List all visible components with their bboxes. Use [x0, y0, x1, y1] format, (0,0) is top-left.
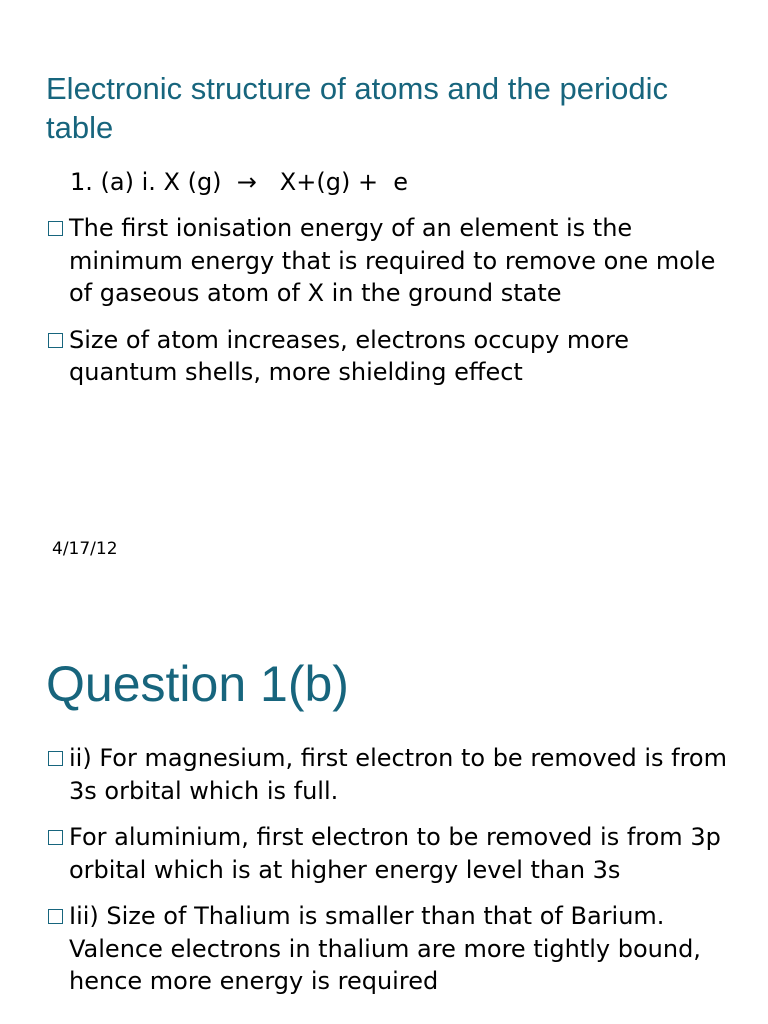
slide-1-bullet-list: [46, 212, 736, 389]
bullet-text: Iii) Size of Thalium is smaller than that of Barium. Valence electrons in thalium are more tightly bound, hence more energy is required: [69, 902, 701, 995]
hollow-square-bullet-icon: [48, 221, 63, 236]
bullet-text: The first ionisation energy of an element is the minimum energy that is required to remove one mole of gaseous atom of X in the ground state: [69, 214, 716, 307]
slide-title: Electronic structure of atoms and the periodic table: [46, 71, 669, 145]
bullet-item: [46, 821, 736, 886]
bullet-item: [46, 324, 736, 389]
bullet-item: [46, 212, 736, 310]
hollow-square-bullet-icon: [48, 909, 63, 924]
bullet-text: Size of atom increases, electrons occupy more quantum shells, more shielding effect: [69, 325, 630, 386]
bullet-text: For aluminium, first electron to be removed is from 3p orbital which is at higher energy level than 3s: [69, 823, 721, 884]
hollow-square-bullet-icon: [48, 751, 63, 766]
hollow-square-bullet-icon: [48, 830, 63, 845]
bullet-text: ii) For magnesium, first electron to be removed is from 3s orbital which is full.: [69, 744, 727, 805]
slide-2-bullet-list: [46, 742, 736, 998]
hollow-square-bullet-icon: [48, 333, 63, 348]
ionisation-equation: 1. (a) i. X (g) → X+(g) + e: [70, 168, 409, 196]
question-title: Question 1(b): [46, 656, 349, 712]
slide-date: 4/17/12: [52, 539, 118, 559]
bullet-item: [46, 900, 736, 998]
bullet-item: [46, 742, 736, 807]
